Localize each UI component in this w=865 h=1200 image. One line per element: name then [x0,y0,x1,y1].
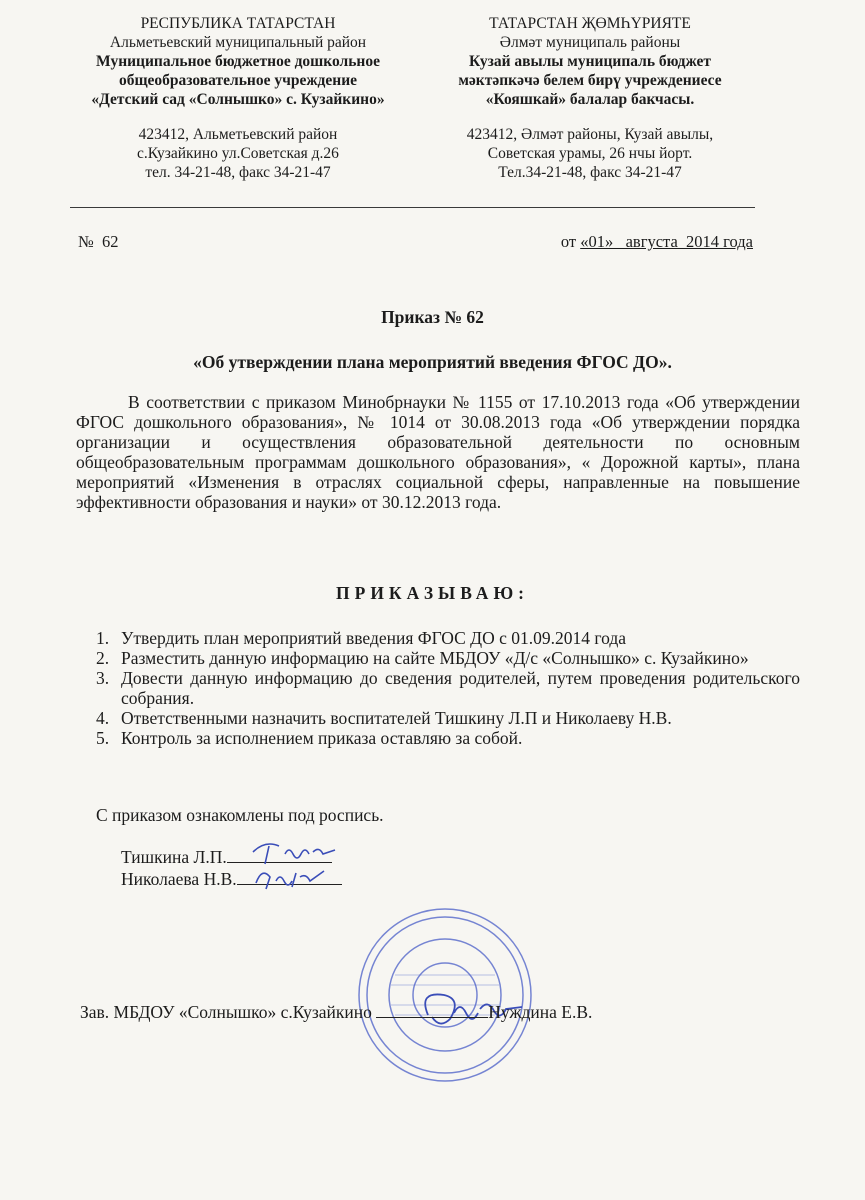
signature-line [376,1003,488,1018]
director-position: Зав. МБДОУ «Солнышко» с.Кузайкино [80,1002,372,1022]
order-subtitle: «Об утверждении плана мероприятий введения ФГОС ДО». [193,352,672,372]
header-right [420,14,760,182]
header-right-address-1: 423412, Әлмәт районы, Кузай авылы, [466,126,714,143]
header-left-phone: тел. 34-21-48, факс 34-21-47 [145,164,331,181]
order-items [96,628,800,748]
order-heading: ПРИКАЗЫВАЮ: [336,583,529,603]
header-right-org-2: мәктәпкәчә белем бирү учреждениесе [458,72,722,89]
director-name: Нуждина Е.В. [488,1002,593,1022]
list-item-number: 1. [96,628,110,648]
header-left-district: Альметьевский муниципальный район [109,34,367,51]
list-item-number: 3. [96,668,110,688]
header-left-org-1: Муниципальное бюджетное дошкольное [96,53,380,70]
list-item-text: Довести данную информацию до сведения родителей, путем проведения родительского собрания. [121,668,800,708]
order-preamble: В соответствии с приказом Минобрнауки № 1155 от 17.10.2013 года «Об утверждении ФГОС дошкольного образования», № 1014 от 30.08.2013 года «Об утверждении порядка организации и осуществления образовательной деятельности по основным общеобразовательным программам дошкольного образования», « Дорожной карты», плана мероприятий «Изменения в отраслях социальной сферы, направленные на повышение эффективности образования и науки» от 30.12.2013 года. [76,392,800,512]
order-date-value: «01» августа 2014 года [580,232,753,251]
list-item [96,708,800,728]
header-right-phone: Тел.34-21-48, факс 34-21-47 [498,164,682,181]
header-right-district: Әлмәт муниципаль районы [499,34,681,51]
header-left-republic: РЕСПУБЛИКА ТАТАРСТАН [140,15,336,32]
acquainted-note: С приказом ознакомлены под роспись. [96,805,384,825]
list-item-text: Контроль за исполнением приказа оставляю за собой. [121,728,523,748]
header-left-org-3: «Детский сад «Солнышко» с. Кузайкино» [91,91,385,108]
list-item-text: Ответственными назначить воспитателей Тишкину Л.П и Николаеву Н.В. [121,708,672,728]
order-title: Приказ № 62 [381,307,484,327]
list-item [96,648,800,668]
signer-name: Николаева Н.В. [121,869,237,889]
list-item [96,668,800,708]
list-item-number: 5. [96,728,110,748]
header-left-address-2: с.Кузайкино ул.Советская д.26 [137,145,339,162]
list-item [96,728,800,748]
header-right-address-2: Советская урамы, 26 нчы йорт. [487,145,693,162]
order-date [561,232,753,252]
list-item-text: Утвердить план мероприятий введения ФГОС ДО с 01.09.2014 года [121,628,627,648]
header-right-republic: ТАТАРСТАН ҖӨМҺҮРИЯТЕ [489,15,691,32]
signer-name: Тишкина Л.П. [121,847,227,867]
list-item-number: 4. [96,708,110,728]
header-right-org-1: Кузай авылы муниципаль бюджет [469,53,711,70]
header-divider [70,207,755,208]
order-number: № 62 [78,232,119,251]
order-date-prefix: от [560,232,581,251]
header-left [68,14,408,182]
list-item-text: Разместить данную информацию на сайте МБДОУ «Д/с «Солнышко» с. Кузайкино» [121,648,749,668]
list-item [96,628,800,648]
director-signature-row [80,1002,592,1023]
signature-nikolaeva [250,863,330,893]
header-right-org-3: «Кояшкай» балалар бакчасы. [485,91,695,108]
list-item-number: 2. [96,648,110,668]
header-left-address-1: 423412, Альметьевский район [138,126,338,143]
header-left-org-2: общеобразовательное учреждение [118,72,358,89]
